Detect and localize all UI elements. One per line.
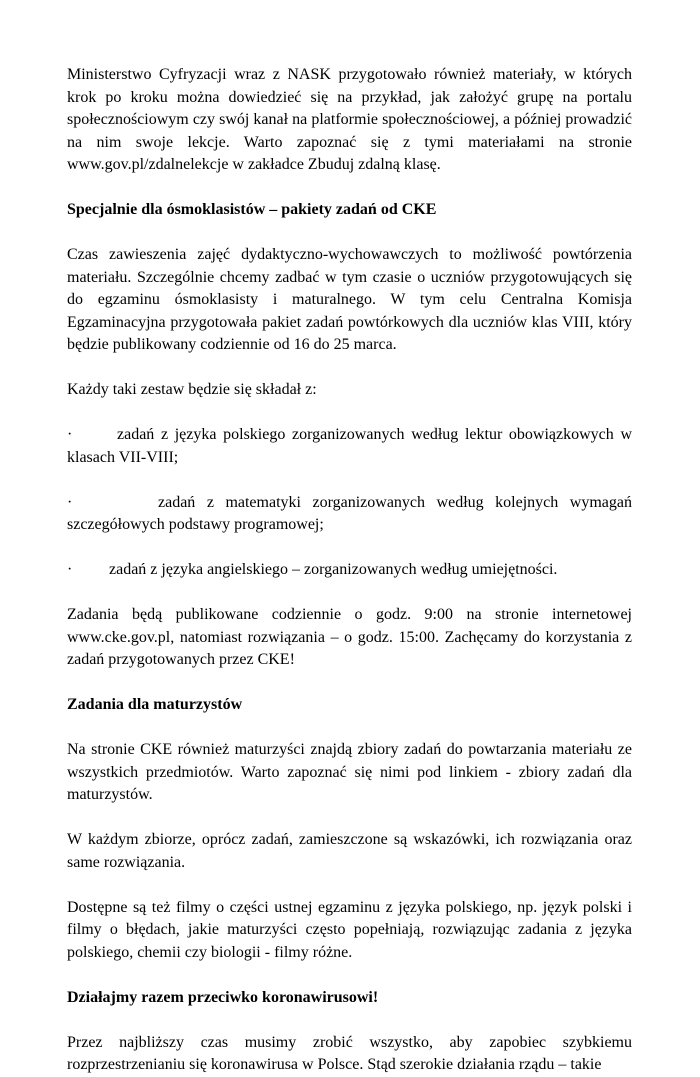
paragraph-nask-materials: Ministerstwo Cyfryzacji wraz z NASK przygotowało również materiały, w których krok po kroku można dowiedzieć się na przykład, jak założyć grupę na portalu społecznościowym czy swój kanał na platformie społecznościowej, a później prowadzić na nim swoje lekcje. Warto zapoznać się z tymi materiałami na stronie www.gov.pl/zdalnelekcje w zakładce Zbuduj zdalną klasę. — [67, 66, 632, 173]
paragraph-films: Dostępne są też filmy o części ustnej egzaminu z języka polskiego, np. język polski i filmy o błędach, jakie maturzyści często popełniają, rozwiązując zadania z języka polskiego, chemii czy biologii - filmy różne. — [67, 898, 632, 961]
bullet-dot: · — [67, 561, 73, 578]
paragraph-government-actions: Przez najbliższy czas musimy zrobić wszystko, aby zapobiec szybkiemu rozprzestrzenianiu się koronawirusa w Polsce. Stąd szerokie działania rządu – takie — [67, 1033, 632, 1073]
paragraph-set-composition: Każdy taki zestaw będzie się składał z: — [67, 381, 317, 398]
heading-eighth-graders: Specjalnie dla ósmoklasistów – pakiety zadań od CKE — [67, 201, 437, 218]
list-item-polish — [67, 424, 632, 469]
bullet-dot: · — [67, 426, 73, 443]
list-item-math — [67, 492, 632, 537]
paragraph-review-tasks: Czas zawieszenia zajęć dydaktyczno-wychowawczych to możliwość powtórzenia materiału. Szczególnie chcemy zadbać w tym czasie o uczniów przygotowujących się do egzaminu ósmoklasisty i maturalnego. W tym celu Centralna Komisja Egzaminacyjna przygotowała pakiet zadań powtórkowych dla uczniów klas VIII, który będzie publikowany codziennie od 16 do 25 marca. — [67, 246, 632, 353]
document-page — [67, 64, 632, 1077]
paragraph-hints: W każdym zbiorze, oprócz zadań, zamieszczone są wskazówki, ich rozwiązania oraz same rozwiązania. — [67, 831, 632, 871]
list-item-english — [67, 559, 632, 582]
paragraph-publication-times: Zadania będą publikowane codziennie o godz. 9:00 na stronie internetowej www.cke.gov.pl, natomiast rozwiązania – o godz. 15:00. Zachęcamy do korzystania z zadań przygotowanych przez CKE! — [67, 606, 632, 668]
list-item-text: zadań z języka polskiego zorganizowanych według lektur obowiązkowych w klasach VII-VIII; — [67, 426, 632, 466]
bullet-dot: · — [67, 493, 73, 511]
list-item-text: zadań z języka angielskiego – zorganizowanych według umiejętności. — [109, 561, 558, 578]
list-item-text: zadań z matematyki zorganizowanych według kolejnych wymagań szczegółowych podstawy programowej; — [67, 493, 632, 533]
heading-high-school-graduates: Zadania dla maturzystów — [67, 696, 243, 713]
paragraph-task-collections: Na stronie CKE również maturzyści znajdą zbiory zadań do powtarzania materiału ze wszystkich przedmiotów. Warto zapoznać się nimi pod linkiem - zbiory zadań dla maturzystów. — [67, 741, 632, 803]
heading-coronavirus: Działajmy razem przeciwko koronawirusowi! — [67, 988, 379, 1006]
